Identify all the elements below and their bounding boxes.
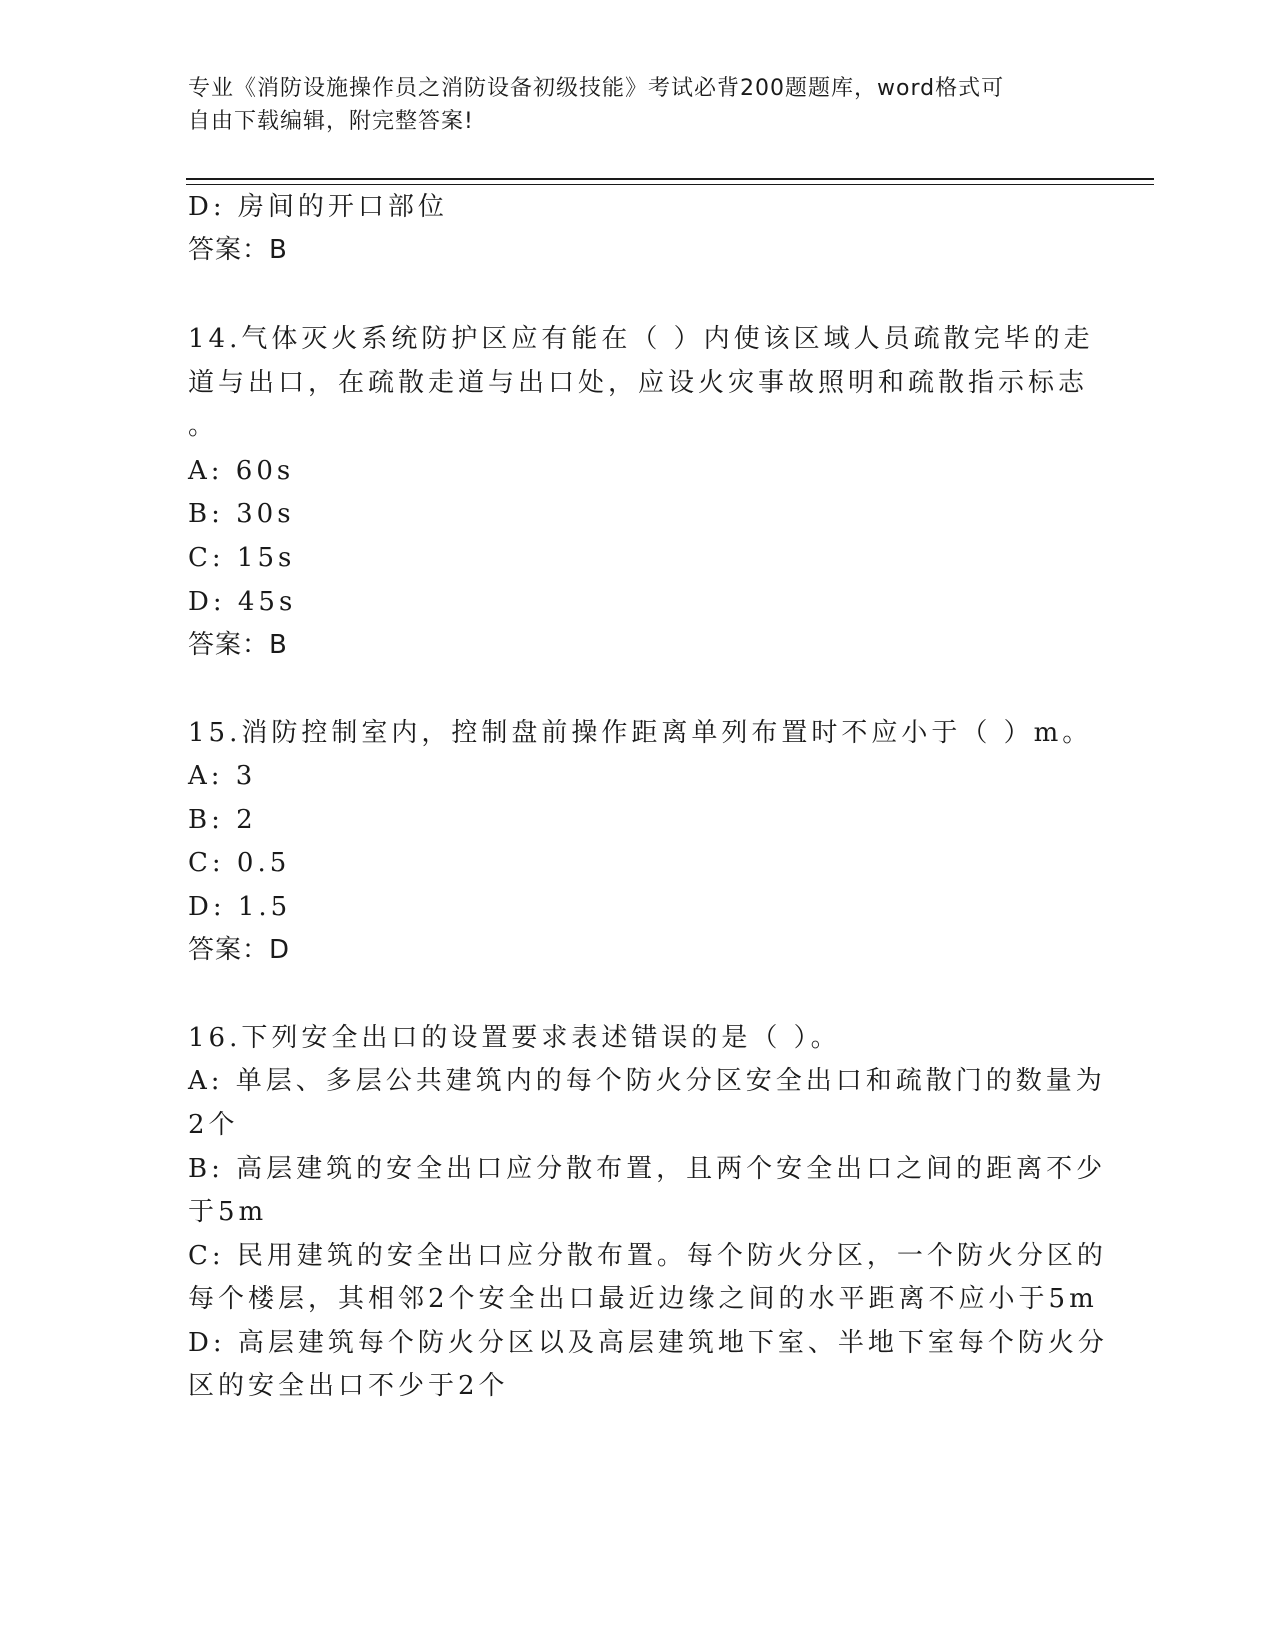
- header-line-1: 专业《消防设施操作员之消防设备初级技能》考试必背200题题库，word格式可: [188, 76, 1005, 101]
- q15-option-d: D: 1.5: [188, 892, 292, 922]
- q14-stem-line-3: 。: [188, 411, 219, 441]
- q16-option-c-line-2: 每个楼层，其相邻2个安全出口最近边缘之间的水平距离不应小于5m: [188, 1284, 1098, 1314]
- header-line-2: 自由下载编辑，附完整答案!: [188, 109, 474, 134]
- q15-option-a: A: 3: [188, 761, 257, 791]
- q16-option-d-line-1: D: 高层建筑每个防火分区以及高层建筑地下室、半地下室每个防火分: [188, 1328, 1108, 1358]
- header-rule-thick: [186, 178, 1154, 180]
- q15-stem-line-1: 15.消防控制室内，控制盘前操作距离单列布置时不应小于（ ）m。: [188, 718, 1093, 748]
- q16-option-c-line-1: C: 民用建筑的安全出口应分散布置。每个防火分区，一个防火分区的: [188, 1241, 1107, 1271]
- q16-option-d-line-2: 区的安全出口不少于2个: [188, 1371, 509, 1401]
- q14-option-b: B: 30s: [188, 499, 295, 529]
- q16-stem-line-1: 16.下列安全出口的设置要求表述错误的是（ ）。: [188, 1023, 841, 1053]
- q14-stem-line-2: 道与出口，在疏散走道与出口处，应设火灾事故照明和疏散指示标志: [188, 368, 1089, 398]
- q16-option-a-line-2: 2个: [188, 1110, 239, 1140]
- q16-option-b-line-1: B: 高层建筑的安全出口应分散布置，且两个安全出口之间的距离不少: [188, 1154, 1107, 1184]
- q15-option-c: C: 0.5: [188, 848, 291, 878]
- q16-option-a-line-1: A: 单层、多层公共建筑内的每个防火分区安全出口和疏散门的数量为: [188, 1066, 1106, 1096]
- q14-answer: 答案：B: [188, 630, 288, 660]
- header-rule-thin: [186, 184, 1154, 185]
- document-header: [188, 72, 1068, 138]
- q13-option-d: D: 房间的开口部位: [188, 192, 448, 222]
- q14-option-d: D: 45s: [188, 587, 297, 617]
- q15-option-b: B: 2: [188, 805, 257, 835]
- q14-stem-line-1: 14.气体灭火系统防护区应有能在（ ）内使该区域人员疏散完毕的走: [188, 324, 1094, 354]
- q15-answer: 答案：D: [188, 935, 291, 965]
- q13-answer: 答案：B: [188, 235, 288, 265]
- q16-option-b-line-2: 于5m: [188, 1197, 268, 1227]
- q14-option-a: A: 60s: [188, 456, 295, 486]
- q14-option-c: C: 15s: [188, 543, 296, 573]
